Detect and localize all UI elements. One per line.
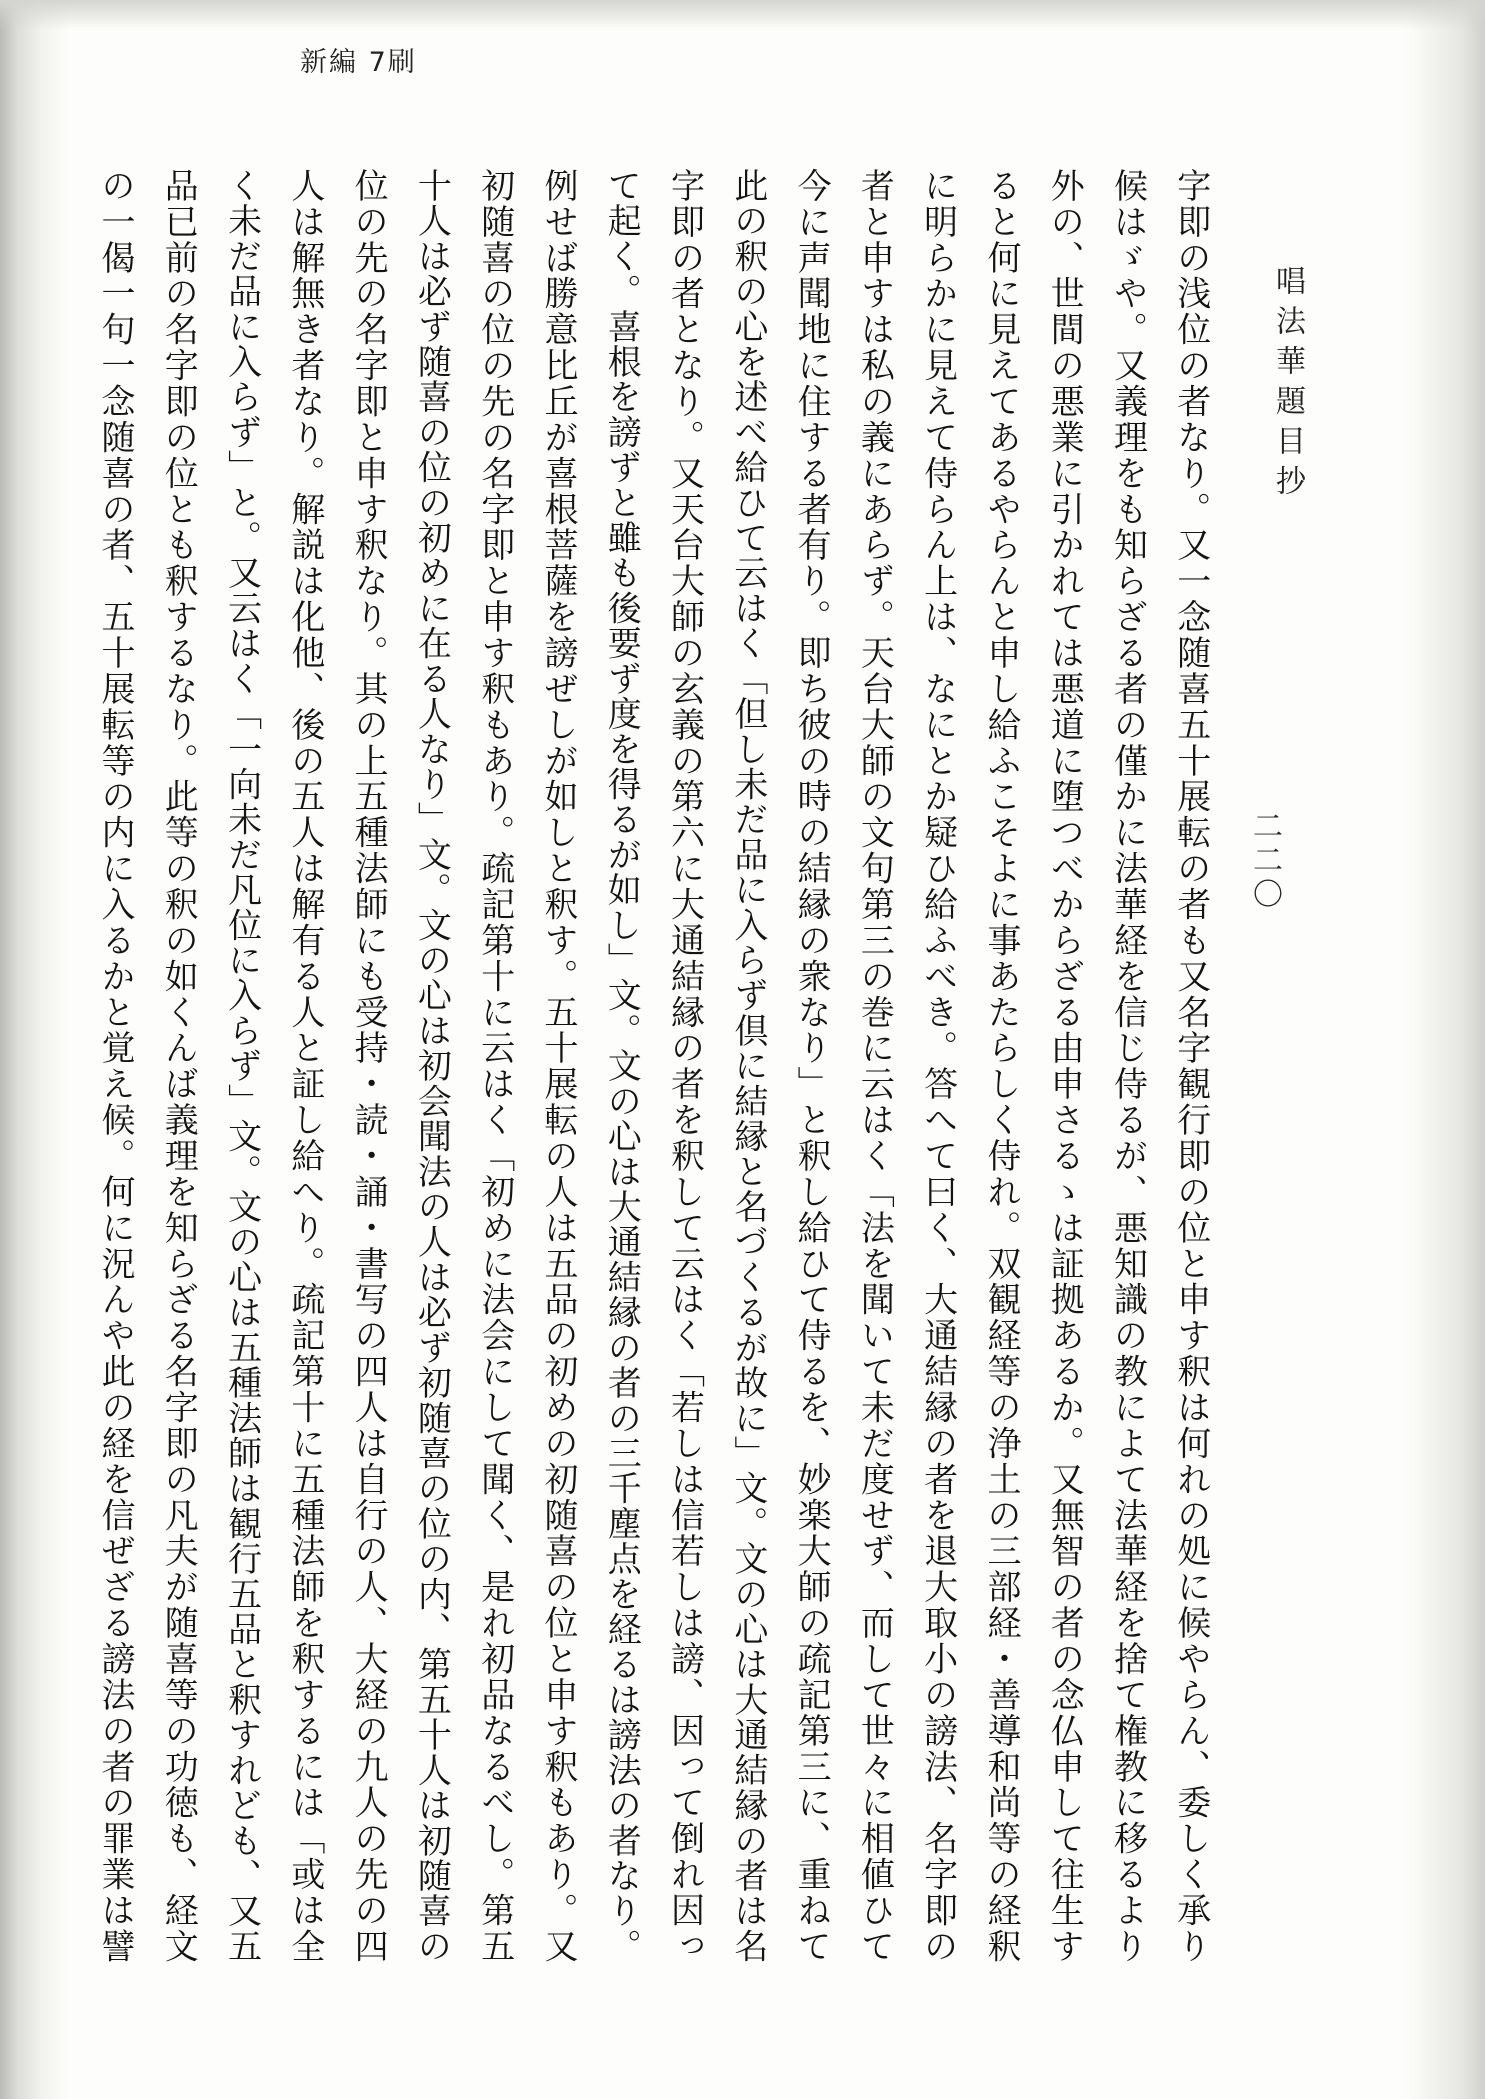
text-column-1: 字即の浅位の者なり。又一念随喜五十展転の者も又名字観行即の位と申す釈は何れの処に候やらん、委しく承り: [1170, 168, 1211, 1964]
text-column-10: て起く。喜根を謗ずと雖も後要ず度を得るが如し」文。文の心は大通結縁の者の三千塵点を経るは謗法の者なり。: [601, 168, 642, 1963]
text-column-2: 候はゞや。又義理をも知らざる者の僅かに法華経を信じ侍るが、悪知識の教によて法華経を捨て権教に移るより: [1107, 168, 1148, 1964]
text-column-4: ると何に見えてあるやらんと申し給ふこそよに事あたらしく侍れ。双観経等の浄土の三部経・善導和尚等の経釈: [980, 168, 1021, 1964]
page-number: 二二〇: [1247, 810, 1282, 912]
scan-shadow-right: [1405, 0, 1485, 2099]
text-column-11: 例せば勝意比丘が喜根菩薩を謗ぜしが如しと釈す。五十展転の人は五品の初めの初随喜の位と申す釈もあり。又: [537, 168, 578, 1964]
text-column-7: 今に声聞地に住する者有り。即ち彼の時の結縁の衆なり」と釈し給ひて侍るを、妙楽大師の疏記第三に、重ねて: [791, 168, 832, 1964]
text-column-12: 初随喜の位の先の名字即と申す釈もあり。疏記第十に云はく「初めに法会にして聞く、是れ初品なるべし。第五: [474, 168, 515, 1964]
text-column-3: 外の、世間の悪業に引かれては悪道に堕つべからざる由申さるゝは証拠あるか。又無智の者の念仏申して往生す: [1044, 168, 1085, 1964]
body-text: [95, 168, 1211, 1964]
text-column-15: 人は解無き者なり。解説は化他、後の五人は解有る人と証し給へり。疏記第十に五種法師を釈するには「或は全: [284, 168, 325, 1964]
book-title: 唱法華題目抄: [1270, 265, 1305, 505]
text-column-14: 位の先の名字即と申す釈なり。其の上五種法師にも受持・読・誦・書写の四人は自行の人、大経の九人の先の四: [348, 168, 389, 1963]
edition-label: 新編 7刷: [300, 47, 417, 78]
text-column-6: 者と申すは私の義にあらず。天台大師の文句第三の巻に云はく「法を聞いて未だ度せず、而して世々に相値ひて: [854, 168, 895, 1964]
text-column-13: 十人は必ず随喜の位の初めに在る人なり」文。文の心は初会聞法の人は必ず初随喜の位の内、第五十人は初随喜の: [411, 168, 452, 1963]
scan-shadow-top: [0, 0, 1485, 30]
text-column-16: く未だ品に入らず」と。又云はく「一向未だ凡位に入らず」文。文の心は五種法師は観行五品と釈すれども、又五: [221, 168, 262, 1963]
scan-shadow-left: [0, 0, 70, 2099]
text-column-9: 字即の者となり。又天台大師の玄義の第六に大通結縁の者を釈して云はく「若しは信若しは謗、因って倒れ因っ: [664, 168, 705, 1964]
text-column-5: に明らかに見えて侍らん上は、なにとか疑ひ給ふべき。答へて曰く、大通結縁の者を退大取小の謗法、名字即の: [917, 168, 958, 1964]
text-column-17: 品已前の名字即の位とも釈するなり。此等の釈の如くんば義理を知らざる名字即の凡夫が随喜等の功徳も、経文: [158, 168, 199, 1964]
text-column-8: 此の釈の心を述べ給ひて云はく「但し未だ品に入らず倶に結縁と名づくるが故に」文。文の心は大通結縁の者は名: [727, 168, 768, 1963]
text-column-18: の一偈一句一念随喜の者、五十展転等の内に入るかと覚え候。何に況んや此の経を信ぜざる謗法の者の罪業は譬: [95, 168, 135, 1964]
